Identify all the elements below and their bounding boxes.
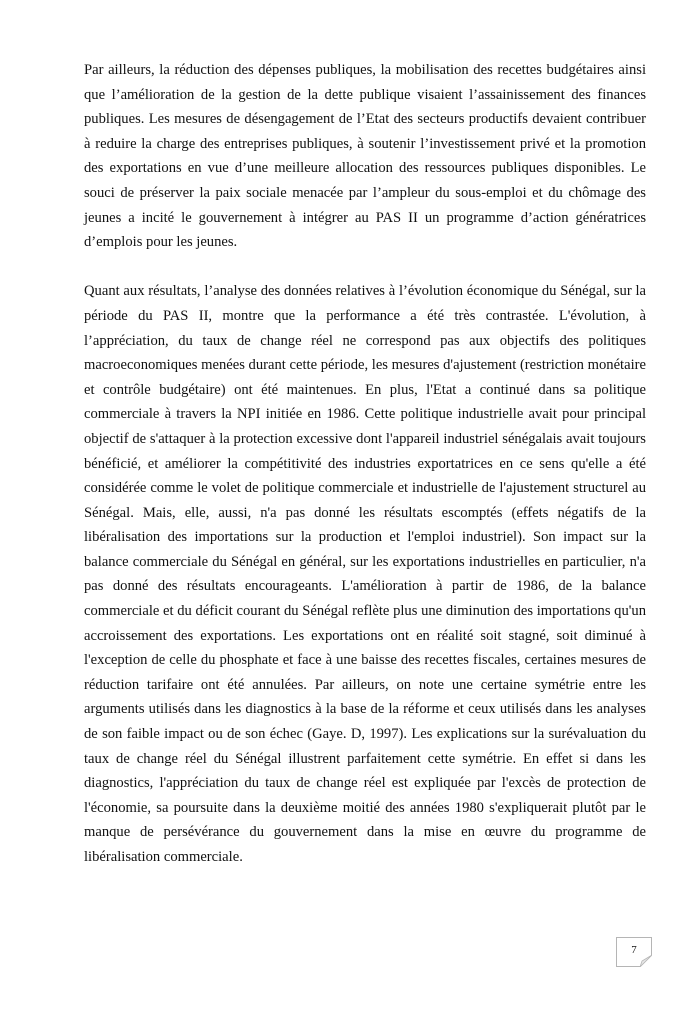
paragraph-1: Par ailleurs, la réduction des dépenses publiques, la mobilisation des recettes budgétaires ainsi que l’amélioration de la gestion de la dette publique visaient l’assainissement des finances publiques. Les mesures de désengagement de l’Etat des secteurs productifs devaient contribuer à reduire la charge des entreprises publiques, à soutenir l’investissement privé et la promotion des exportations en vue d’une meilleure allocation des ressources publiques disponibles. Le souci de préserver la paix sociale menacée par l’ampleur du sous-emploi et du chômage des jeunes a incité le gouvernement à intégrer au PAS II un programme d’action génératrices d’emplois pour les jeunes.: [84, 62, 646, 251]
page-number: 7: [631, 944, 637, 956]
paragraph-2: Quant aux résultats, l’analyse des données relatives à l’évolution économique du Sénégal, sur la période du PAS II, montre que la performance a été très contrastée. L'évolution, à l’appréciation, du taux de change réel ne correspond pas aux objectifs des politiques macroeconomiques menées durant cette période, les mesures d'ajustement (restriction monétaire et contrôle budgétaire) ont été maintenues. En plus, l'Etat a continué dans sa politique commerciale à travers la NPI initiée en 1986. Cette politique industrielle avait pour principal objectif de s'attaquer à la protection excessive dont l'appareil industriel sénégalais avait toujours bénéficié, et améliorer la compétitivité des industries exportatrices en ce sens qu'elle a été considérée comme le volet de politique commerciale et industrielle de l'ajustement structurel au Sénégal. Mais, elle, aussi, n'a pas donné les résultats escomptés (effets négatifs de la libéralisation des importations sur la production et l'emploi industriel). Son impact sur la balance commerciale du Sénégal en général, sur les exportations industrielles en particulier, n'a pas donné des résultats encourageants. L'amélioration à partir de 1986, de la balance commerciale et du déficit courant du Sénégal reflète plus une diminution des importations qu'un accroissement des exportations. Les exportations ont en réalité soit stagné, soit diminué à l'exception de celle du phosphate et face à une baisse des recettes fiscales, certaines mesures de réduction tarifaire ont été annulées. Par ailleurs, on note une certaine symétrie entre les arguments utilisés dans les diagnostics à la base de la réforme et ceux utilisés dans les analyses de son faible impact ou de son échec (Gaye. D, 1997). Les explications sur la surévaluation du taux de change réel du Sénégal illustrent parfaitement cette symétrie. En effet si dans les diagnostics, l'appréciation du taux de change réel est expliquée par l'excès de protection de l'économie, sa poursuite dans la deuxième moitié des années 1980 s'expliquerait plutôt par le manque de persévérance du gouvernement dans la mise en œuvre du programme de libéralisation commerciale.: [84, 283, 646, 865]
page-curl-icon: [640, 955, 652, 967]
document-body: [84, 58, 646, 870]
page-number-box: [616, 937, 652, 967]
